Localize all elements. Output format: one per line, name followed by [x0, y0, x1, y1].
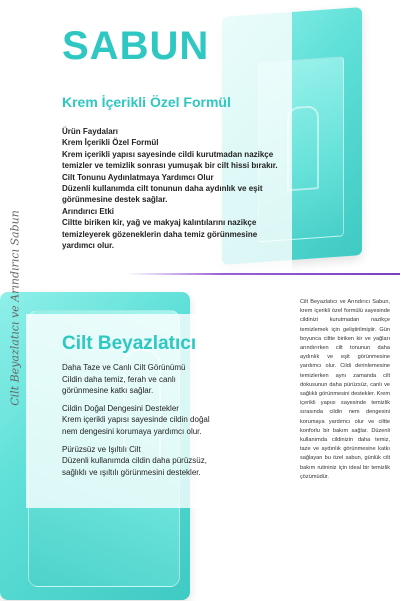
benefit-heading: Krem İçerikli Özel Formül — [62, 138, 159, 148]
benefit-heading: Arındırıcı Etki — [62, 206, 115, 216]
feature-heading: Daha Taze ve Canlı Cilt Görünümü — [62, 363, 186, 372]
product-description: Cilt Beyazlatıcı ve Arındırıcı Sabun, krem içerikli özel formülü sayesinde cildinizi kurutmadan nazikçe temizlemek için geliştirilmiştir. Gün boyunca ciltte biriken kir ve yağları arındırırken cilt tonunun daha aydınlık ve eşit görünmesine yardımcı olur. Cildi derinlemesine temizlerken aynı zamanda cilt dokusunun daha pürüzsüz, canlı ve sağlıklı görünmesini destekler. Krem içerikli yapısı sayesinde temizlik sırasında cildin nem dengesini korumaya yardımcı olur ve ciltte konforlu bir bakım sağlar. Düzenli kullanımda cildinizin daha temiz, taze ve aydınlık görünmesine katkı sağlayan bu özel sabun, günlük cilt bakım rutininiz için ideal bir temizlik çözümüdür. — [300, 299, 390, 480]
feature-text — [62, 362, 224, 484]
vertical-tagline — [4, 28, 26, 588]
section-title: Cilt Beyazlatıcı — [62, 333, 197, 354]
benefit-heading: Cilt Tonunu Aydınlatmaya Yardımcı Olur — [62, 172, 214, 182]
benefit-body: Düzenli kullanımda cilt tonunun daha aydınlık ve eşit görünmesine destek sağlar. — [62, 184, 263, 205]
feature-body: Düzenli kullanımda cildin daha pürüzsüz, sağlıklı ve ışıltılı görünmesini destekler. — [62, 456, 207, 477]
benefits-heading: Ürün Faydaları — [62, 127, 119, 136]
brand-subtitle: Krem İçerikli Özel Formül — [62, 94, 231, 110]
feature-body: Cildin daha temiz, ferah ve canlı görünmesine katkı sağlar. — [62, 374, 176, 396]
vertical-tagline-text: Cilt Beyazlatıcı ve Arındırıcı Sabun — [8, 210, 22, 406]
brand-title: SABUN — [62, 24, 210, 68]
benefits-text — [62, 126, 284, 251]
benefit-body: Krem içerikli yapısı sayesinde cildi kurutmadan nazikçe temizler ve temizlik sonrası yumuşak bir cilt hissi bırakır. — [62, 149, 278, 171]
feature-body: Krem içerikli yapısı sayesinde cildin doğal nem dengesini korumaya yardımcı olur. — [62, 415, 210, 436]
feature-heading: Pürüzsüz ve Işıltılı Cilt — [62, 444, 141, 454]
benefit-body: Ciltte biriken kir, yağ ve makyaj kalıntılarını nazikçe temizleyerek gözeneklerin daha temiz görünmesine yardımcı olur. — [62, 218, 258, 251]
feature-heading: Cildin Doğal Dengesini Destekler — [62, 403, 179, 413]
section-divider — [126, 273, 400, 275]
